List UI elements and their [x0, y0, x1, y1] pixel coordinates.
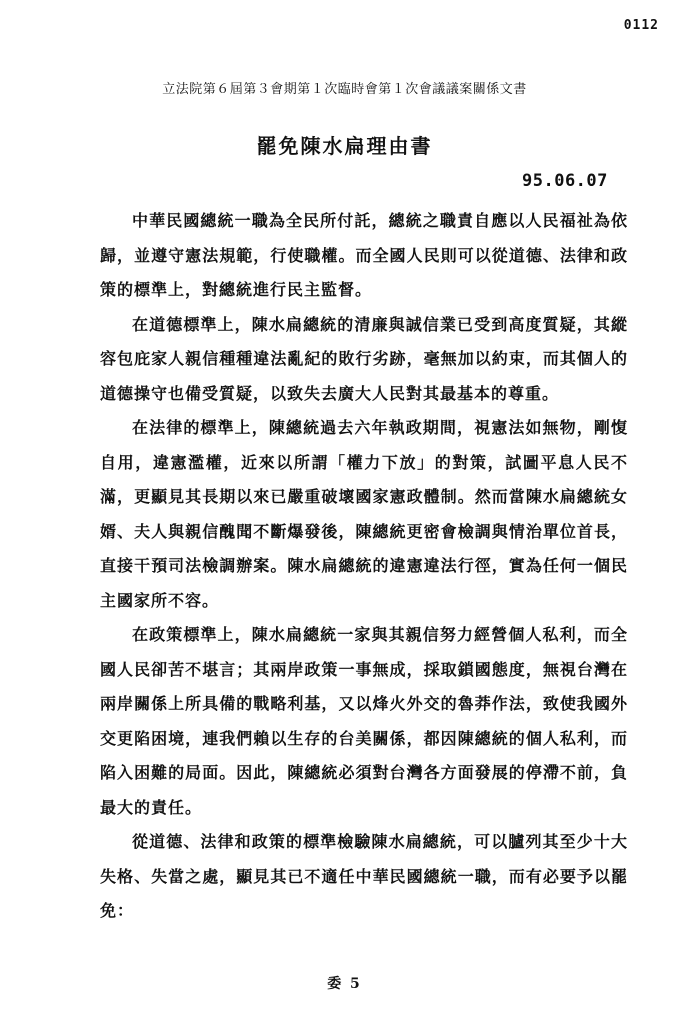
paragraph-conclusion: 從道德、法律和政策的標準檢驗陳水扁總統，可以臚列其至少十大失格、失當之處，顯見其已不適任中華民國總統一職，而有必要予以罷免： [100, 832, 628, 920]
document-header: 立法院第６屆第３會期第１次臨時會第１次會議議案關係文書 [162, 82, 527, 97]
paragraph-policy: 在政策標準上，陳水扁總統一家與其親信努力經營個人私利，而全國人民卻苦不堪言；其兩岸政策一事無成，採取鎖國態度，無視台灣在兩岸關係上所具備的戰略利基，又以烽火外交的魯莽作法，致使我國外交更陷困境，連我們賴以生存的台美關係，都因陳總統的個人私利，而陷入困難的局面。因此，陳總統必須對台灣各方面發展的停滯不前，負最大的責任。 [100, 625, 628, 817]
page-number: 0112 [623, 18, 659, 33]
document-body [100, 204, 628, 929]
document-title: 罷免陳水扁理由書 [256, 134, 433, 158]
paragraph-law: 在法律的標準上，陳總統過去六年執政期間，視憲法如無物，剛愎自用，違憲濫權，近來以所謂「權力下放」的對策，試圖平息人民不滿，更顯見其長期以來已嚴重破壞國家憲政體制。然而當陳水扁總統女婿、夫人與親信醜聞不斷爆發後，陳總統更密會檢調與情治單位首長，直接干預司法檢調辦案。陳水扁總統的違憲違法行徑，實為任何一個民主國家所不容。 [100, 418, 628, 610]
paragraph-intro: 中華民國總統一職為全民所付託，總統之職責自應以人民福祉為依歸，並遵守憲法規範，行使職權。而全國人民則可以從道德、法律和政策的標準上，對總統進行民主監督。 [100, 211, 628, 299]
document-date: 95.06.07 [522, 171, 608, 191]
page-footer: 委 5 [327, 976, 362, 992]
paragraph-morality: 在道德標準上，陳水扁總統的清廉與誠信業已受到高度質疑，其縱容包庇家人親信種種違法亂紀的敗行劣跡，毫無加以約束，而其個人的道德操守也備受質疑，以致失去廣大人民對其最基本的尊重。 [100, 314, 628, 403]
